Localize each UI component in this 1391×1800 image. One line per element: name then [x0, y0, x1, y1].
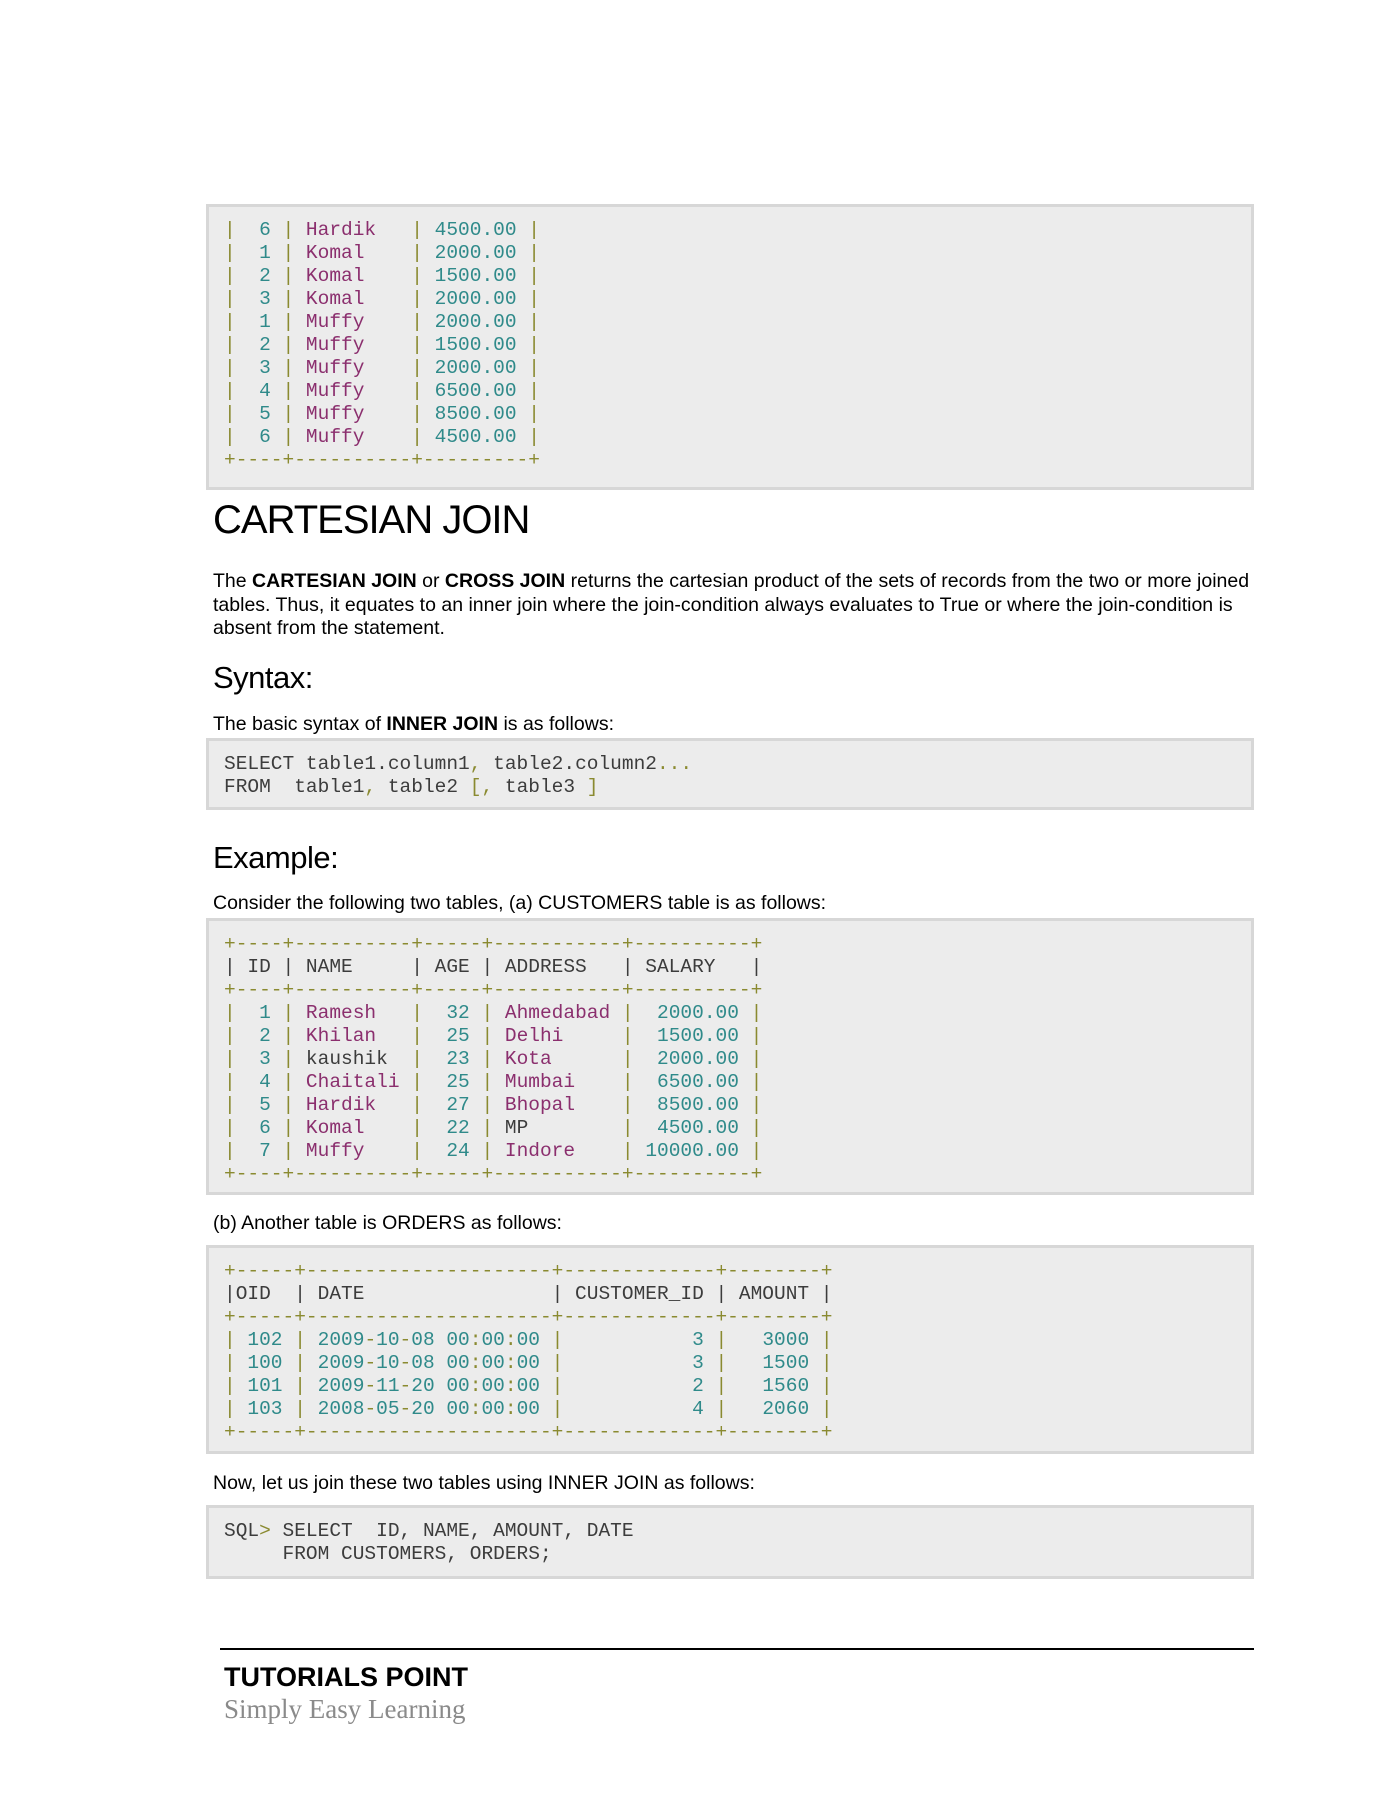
- join-code-block: [206, 1505, 1254, 1579]
- table-row: | 101 | 2009-11-20 00:00:00 | 2 | 1560 |: [224, 1375, 833, 1397]
- table-row: | 3 | Muffy | 2000.00 |: [224, 357, 540, 379]
- table-header: |OID | DATE | CUSTOMER_ID | AMOUNT |: [224, 1283, 833, 1305]
- table-row: | 3 | kaushik | 23 | Kota | 2000.00 |: [224, 1048, 763, 1070]
- footer-divider: [220, 1648, 1254, 1650]
- orders-table: [206, 1245, 1254, 1454]
- table-row: | 2 | Muffy | 1500.00 |: [224, 334, 540, 356]
- table-row: | 2 | Khilan | 25 | Delhi | 1500.00 |: [224, 1025, 763, 1047]
- code-line: SELECT table1.column1, table2.column2...: [224, 753, 693, 775]
- table-row: | 6 | Hardik | 4500.00 |: [224, 219, 540, 241]
- syntax-code-block: [206, 738, 1254, 810]
- table-border: +-----+---------------------+-------------+--------+: [224, 1306, 833, 1328]
- table-row: | 1 | Komal | 2000.00 |: [224, 242, 540, 264]
- syntax-heading: Syntax:: [213, 660, 313, 695]
- example-description: Consider the following two tables, (a) CUSTOMERS table is as follows:: [213, 892, 827, 914]
- table-row: | 2 | Komal | 1500.00 |: [224, 265, 540, 287]
- table-row: | 103 | 2008-05-20 00:00:00 | 4 | 2060 |: [224, 1398, 833, 1420]
- table-border: +----+----------+-----+-----------+----------+: [224, 979, 763, 1001]
- table-row: | 6 | Komal | 22 | MP | 4500.00 |: [224, 1117, 763, 1139]
- table-row: | 6 | Muffy | 4500.00 |: [224, 426, 540, 448]
- table-row: | 100 | 2009-10-08 00:00:00 | 3 | 1500 |: [224, 1352, 833, 1374]
- code-line: FROM CUSTOMERS, ORDERS;: [224, 1543, 552, 1565]
- table-row: | 7 | Muffy | 24 | Indore | 10000.00 |: [224, 1140, 763, 1162]
- table-row: | 5 | Muffy | 8500.00 |: [224, 403, 540, 425]
- table-row: | 102 | 2009-10-08 00:00:00 | 3 | 3000 |: [224, 1329, 833, 1351]
- orders-description: (b) Another table is ORDERS as follows:: [213, 1212, 562, 1234]
- example-heading: Example:: [213, 840, 339, 875]
- section-title: CARTESIAN JOIN: [213, 498, 530, 542]
- code-line: FROM table1, table2 [, table3 ]: [224, 776, 599, 798]
- table-row: | 1 | Muffy | 2000.00 |: [224, 311, 540, 333]
- join-description: Now, let us join these two tables using INNER JOIN as follows:: [213, 1472, 755, 1494]
- intro-paragraph: The CARTESIAN JOIN or CROSS JOIN returns the cartesian product of the sets of records from the two or more joined tables. Thus, it equates to an inner join where the join-condition always evaluates to True or where the join-condition is absent from the statement.: [213, 570, 1250, 639]
- table-row: | 4 | Muffy | 6500.00 |: [224, 380, 540, 402]
- table-row: | 4 | Chaitali | 25 | Mumbai | 6500.00 |: [224, 1071, 763, 1093]
- syntax-description: The basic syntax of INNER JOIN is as follows:: [213, 713, 614, 735]
- top-table-rows: [224, 219, 1251, 449]
- table-border: +-----+---------------------+-------------+--------+: [224, 1421, 833, 1443]
- table-border: +----+----------+-----+-----------+----------+: [224, 933, 763, 955]
- code-line: SQL> SELECT ID, NAME, AMOUNT, DATE: [224, 1520, 634, 1542]
- top-result-table: [206, 204, 1254, 490]
- table-border: +-----+---------------------+-------------+--------+: [224, 1260, 833, 1282]
- table-header: | ID | NAME | AGE | ADDRESS | SALARY |: [224, 956, 763, 978]
- table-row: | 1 | Ramesh | 32 | Ahmedabad | 2000.00 |: [224, 1002, 763, 1024]
- footer-tagline: Simply Easy Learning: [224, 1694, 466, 1724]
- customers-table: [206, 918, 1254, 1195]
- orders-table-lines: [224, 1260, 1251, 1444]
- customers-table-lines: [224, 933, 1251, 1186]
- table-border: +----+----------+---------+: [224, 449, 540, 471]
- table-row: | 5 | Hardik | 27 | Bhopal | 8500.00 |: [224, 1094, 763, 1116]
- table-border: +----+----------+-----+-----------+----------+: [224, 1163, 763, 1185]
- table-row: | 3 | Komal | 2000.00 |: [224, 288, 540, 310]
- footer-brand: TUTORIALS POINT: [224, 1662, 469, 1692]
